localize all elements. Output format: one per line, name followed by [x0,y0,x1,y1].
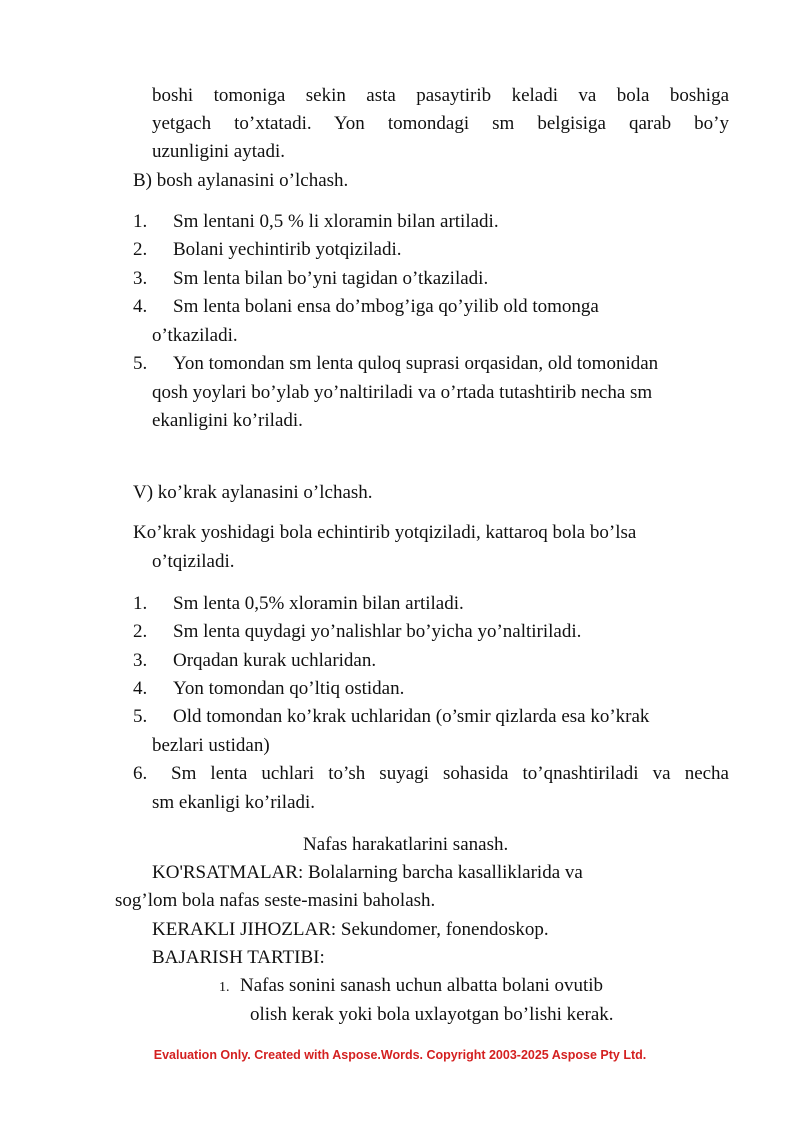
procedure-step-number: 1. [219,980,230,995]
section-b-item-text: Bolani yechintirib yotqiziladi. [173,239,402,260]
section-b-item-text: Sm lenta bilan bo’yni tagidan o’tkaziladi. [173,268,489,289]
section-v-item-number: 2. [133,621,148,642]
section-b-item-continuation: o’tkaziladi. [152,325,238,346]
breathing-section-title: Nafas harakatlarini sanash. [303,834,509,855]
section-v-item-number: 6. [133,763,148,784]
section-v-paragraph-line-2: o’tqiziladi. [152,551,235,572]
section-v-item-number: 5. [133,706,148,727]
section-v-item-continuation: sm ekanligi ko’riladi. [152,792,316,813]
section-v-item-number: 1. [133,593,148,614]
indications-line-1: KO'RSATMALAR: Bolalarning barcha kasalliklarida va [152,862,583,883]
section-b-item-continuation: qosh yoylari bo’ylab yo’naltiriladi va o’rtada tutashtirib necha sm [152,382,653,403]
section-b-item-number: 2. [133,239,148,260]
section-v-item-text: Yon tomondan qo’ltiq ostidan. [173,678,405,699]
section-b-item-number: 1. [133,211,148,232]
section-b-item-number: 3. [133,268,148,289]
section-b-item-text: Yon tomondan sm lenta quloq suprasi orqasidan, old tomonidan [173,353,659,374]
section-v-paragraph-line-1: Ko’krak yoshidagi bola echintirib yotqiziladi, kattaroq bola bo’lsa [133,522,637,543]
section-b-item-text: Sm lenta bolani ensa do’mbog’iga qo’yilib old tomonga [173,296,599,317]
section-b-item-number: 5. [133,353,148,374]
section-v-heading: V) ko’krak aylanasini o’lchash. [133,482,373,503]
section-v-item-text: Old tomondan ko’krak uchlaridan (o’smir qizlarda esa ko’krak [173,706,650,727]
intro-line-2: yetgach to’xtatadi. Yon tomondagi sm belgisiga qarab bo’y [152,113,729,134]
section-b-item-continuation: ekanligini ko’riladi. [152,410,303,431]
section-v-item-number: 4. [133,678,148,699]
equipment-line: KERAKLI JIHOZLAR: Sekundomer, fonendoskop. [152,919,549,940]
indications-line-2: sog’lom bola nafas seste-masini baholash. [115,890,436,911]
procedure-heading: BAJARISH TARTIBI: [152,947,325,968]
section-v-item-text: Sm lenta quydagi yo’nalishlar bo’yicha yo’naltiriladi. [173,621,582,642]
section-v-item-text: Sm lenta 0,5% xloramin bilan artiladi. [173,593,464,614]
evaluation-watermark: Evaluation Only. Created with Aspose.Words. Copyright 2003-2025 Aspose Pty Ltd. [153,1048,647,1062]
section-v-item-text: Sm lenta uchlari to’sh suyagi sohasida to’qnashtiriladi va necha [171,763,729,784]
section-v-item-text: Orqadan kurak uchlaridan. [173,650,377,671]
section-v-item-continuation: bezlari ustidan) [152,735,270,756]
intro-line-3: uzunligini aytadi. [152,141,285,162]
section-b-item-text: Sm lentani 0,5 % li xloramin bilan artiladi. [173,211,499,232]
section-b-heading: B) bosh aylanasini o’lchash. [133,170,349,191]
intro-line-1: boshi tomoniga sekin asta pasaytirib keladi va bola boshiga [152,85,729,106]
procedure-step-line-1: Nafas sonini sanash uchun albatta bolani ovutib [240,975,604,996]
procedure-step-line-2: olish kerak yoki bola uxlayotgan bo’lishi kerak. [250,1004,614,1025]
section-v-item-number: 3. [133,650,148,671]
section-b-item-number: 4. [133,296,148,317]
